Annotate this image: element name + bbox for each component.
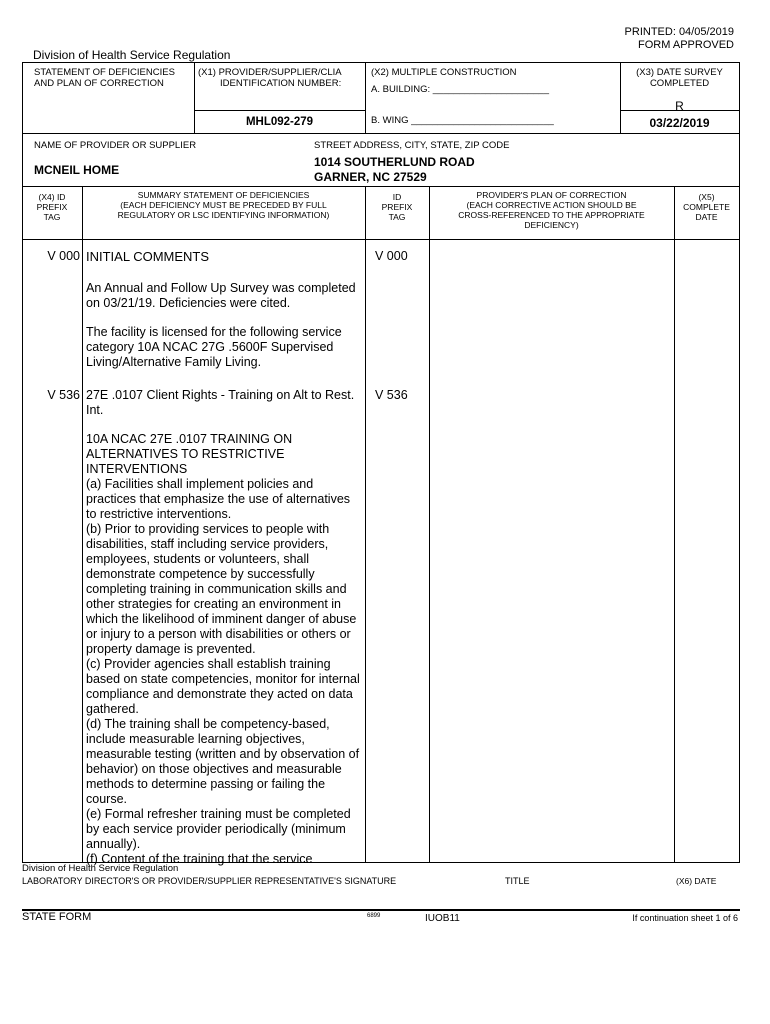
survey-date: 03/22/2019 <box>649 116 710 130</box>
paragraph-license: The facility is licensed for the following service category 10A NCAC 27G .5600F Supervised Living/Alternative Family Living. <box>86 325 342 369</box>
col-x5-header: (X5) COMPLETE DATE <box>683 192 730 222</box>
division-title: Division of Health Service Regulation <box>33 48 231 62</box>
divider <box>22 909 740 911</box>
provider-address: 1014 SOUTHERLUND ROAD GARNER, NC 27529 <box>314 155 475 184</box>
divider <box>194 110 365 111</box>
printed-date: PRINTED: 04/05/2019 <box>624 26 734 38</box>
statement-label: STATEMENT OF DEFICIENCIES AND PLAN OF CORRECTION <box>34 67 175 89</box>
client-rights-title: 27E .0107 Client Rights - Training on Alt to Rest. Int. <box>86 388 355 417</box>
x2-label: (X2) MULTIPLE CONSTRUCTION <box>371 67 517 78</box>
x3-r: R <box>675 99 684 113</box>
address-label: STREET ADDRESS, CITY, STATE, ZIP CODE <box>314 140 510 151</box>
regulation-text: 10A NCAC 27E .0107 TRAINING ON ALTERNATIVES TO RESTRICTIVE INTERVENTIONS (a) Facilities shall implement policies and practices that emphasize the use of alternatives to restrictive interventions. (b) Prior to providing services to people with disabilities, staff including service providers, employees, students or volunteers, shall demonstrate competence by successfully completing training in communication skills and other strategies for creating an environment in which the likelihood of imminent danger of abuse or injury to a person with disabilities or others or property damage is prevented. (c) Provider agencies shall establish training based on state competencies, monitor for internal compliance and demonstrate they acted on data gathered. (d) The training shall be competency-based, include measurable learning objectives, measurable testing (written and by observation of behavior) on those objectives and measurable methods to determine passing or failing the course. (e) Formal refresher training must be completed by each service provider periodically (minimum annually). (f) Content of the training that the service <box>86 432 360 866</box>
date-label: (X6) DATE <box>676 876 717 886</box>
provider-id: MHL092-279 <box>245 116 314 128</box>
wing-field: B. WING ___________________________ <box>371 115 554 126</box>
tag-v536-right: V 536 <box>375 388 408 402</box>
footer-division: Division of Health Service Regulation <box>22 863 179 874</box>
frame-left <box>22 62 23 862</box>
form-code: IUOB11 <box>425 913 460 924</box>
form-approved: FORM APPROVED <box>638 39 734 51</box>
continuation-sheet: If continuation sheet 1 of 6 <box>632 913 738 923</box>
x3-label: (X3) DATE SURVEY COMPLETED <box>636 67 723 89</box>
state-form-label: STATE FORM <box>22 911 92 923</box>
provider-name: MCNEIL HOME <box>34 163 120 177</box>
x1-label: (X1) PROVIDER/SUPPLIER/CLIA IDENTIFICATION NUMBER: <box>198 67 342 89</box>
provider-name-label: NAME OF PROVIDER OR SUPPLIER <box>34 140 197 151</box>
building-field: A. BUILDING: ______________________ <box>371 84 549 95</box>
col-id-header: ID PREFIX TAG <box>381 192 413 222</box>
title-label: TITLE <box>505 876 530 886</box>
col-x4-header: (X4) ID PREFIX TAG <box>36 192 68 222</box>
frame-top <box>22 62 740 63</box>
divider <box>82 186 83 862</box>
tag-v536: V 536 <box>47 388 80 402</box>
tag-v000-right: V 000 <box>375 249 408 263</box>
divider <box>22 186 740 187</box>
paragraph-survey: An Annual and Follow Up Survey was completed on 03/21/19. Deficiencies were cited. <box>86 281 356 310</box>
divider <box>429 186 430 862</box>
divider <box>674 186 675 862</box>
divider <box>22 133 740 134</box>
col-summary-header: SUMMARY STATEMENT OF DEFICIENCIES (EACH DEFICIENCY MUST BE PRECEDED BY FULL REGULATORY OR LSC IDENTIFYING INFORMATION) <box>117 190 330 220</box>
col-plan-header: PROVIDER'S PLAN OF CORRECTION (EACH CORRECTIVE ACTION SHOULD BE CROSS-REFERENCED TO THE APPROPRIATE DEFICIENCY) <box>458 190 645 230</box>
divider <box>22 239 740 240</box>
tag-v000: V 000 <box>47 249 80 263</box>
divider <box>365 62 366 133</box>
signature-label: LABORATORY DIRECTOR'S OR PROVIDER/SUPPLIER REPRESENTATIVE'S SIGNATURE <box>22 876 397 886</box>
form-number: 6899 <box>367 913 381 919</box>
initial-comments-title: INITIAL COMMENTS <box>86 249 210 264</box>
frame-right <box>739 62 740 862</box>
